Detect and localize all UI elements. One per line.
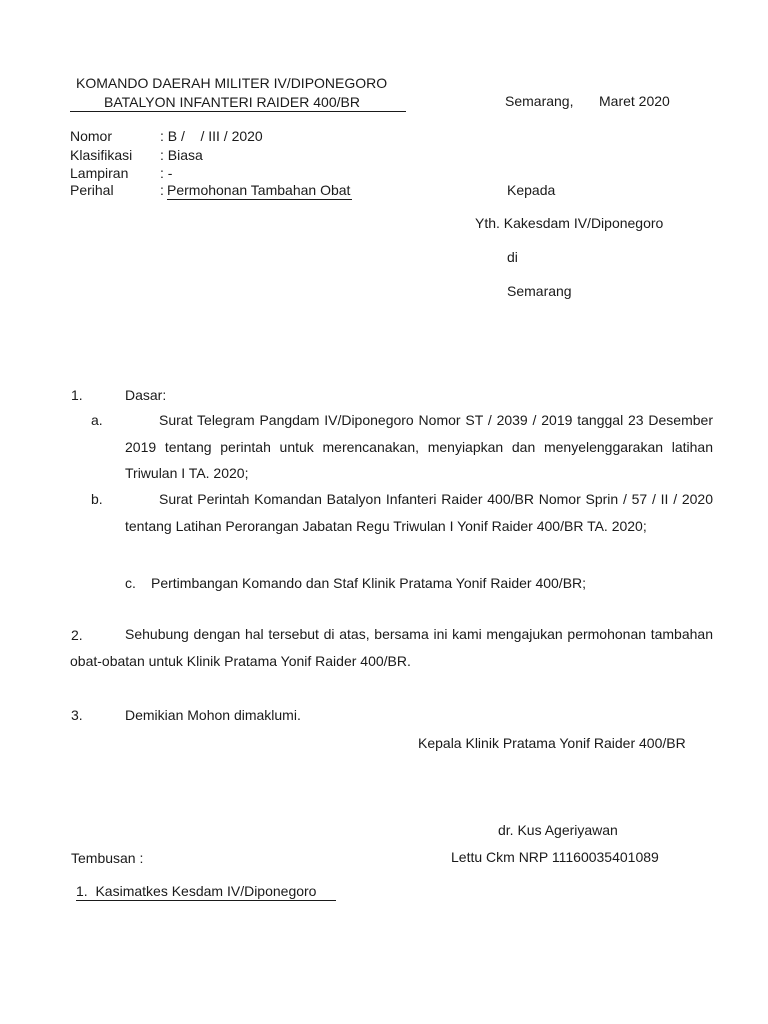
recipient-city: Semarang	[507, 283, 572, 299]
tembusan-item-number: 1.	[76, 883, 88, 899]
paragraph-3-number: 3.	[71, 707, 83, 723]
letter-place: Semarang,	[505, 93, 574, 109]
lampiran-value: : -	[160, 165, 173, 181]
paragraph-1b-label: b.	[91, 491, 103, 507]
nomor-value: : B / / III / 2020	[160, 128, 263, 144]
tembusan-item	[76, 882, 336, 901]
signature-name: dr. Kus Ageriyawan	[498, 822, 618, 838]
tembusan-item-text: Kasimatkes Kesdam IV/Diponegoro	[95, 883, 317, 899]
klasifikasi-label: Klasifikasi	[70, 147, 133, 163]
paragraph-1c-label: c.	[125, 575, 136, 591]
paragraph-1a	[91, 407, 713, 487]
tembusan-label: Tembusan :	[71, 850, 144, 866]
paragraph-1c-text: Pertimbangan Komando dan Staf Klinik Pratama Yonif Raider 400/BR;	[151, 575, 587, 591]
perihal-colon: :	[160, 182, 164, 198]
lampiran-label: Lampiran	[70, 165, 129, 181]
paragraph-1a-text: Surat Telegram Pangdam IV/Diponegoro Nomor ST / 2039 / 2019 tanggal 23 Desember 2019 tentang perintah untuk merencanakan, menyiapkan dan menyelenggarakan latihan Triwulan I TA. 2020;	[125, 412, 713, 481]
perihal-label: Perihal	[70, 182, 114, 198]
perihal-value: Permohonan Tambahan Obat	[167, 182, 351, 198]
recipient-kepada: Kepada	[507, 182, 556, 198]
paragraph-1b-text: Surat Perintah Komandan Batalyon Infanteri Raider 400/BR Nomor Sprin / 57 / II / 2020 tentang Latihan Perorangan Jabatan Regu Triwulan I Yonif Raider 400/BR TA. 2020;	[125, 491, 713, 534]
recipient-name: Yth. Kakesdam IV/Diponegoro	[475, 215, 664, 231]
letter-date: Maret 2020	[599, 93, 670, 109]
paragraph-1-number: 1.	[71, 387, 83, 403]
paragraph-1a-label: a.	[91, 412, 103, 428]
signature-rank: Lettu Ckm NRP 11160035401089	[451, 849, 659, 865]
recipient-di: di	[507, 249, 518, 265]
unit-name: BATALYON INFANTERI RAIDER 400/BR	[70, 93, 406, 112]
paragraph-2-text: Sehubung dengan hal tersebut di atas, bersama ini kami mengajukan permohonan tambahan obat-obatan untuk Klinik Pratama Yonif Raider 400/BR.	[70, 626, 713, 669]
klasifikasi-value: : Biasa	[160, 147, 203, 163]
paragraph-1b	[91, 486, 713, 539]
org-name: KOMANDO DAERAH MILITER IV/DIPONEGORO	[76, 75, 388, 91]
nomor-label: Nomor	[70, 128, 113, 144]
paragraph-1-title: Dasar:	[125, 387, 167, 403]
signature-title: Kepala Klinik Pratama Yonif Raider 400/BR	[418, 735, 686, 751]
paragraph-3-text: Demikian Mohon dimaklumi.	[125, 707, 301, 723]
paragraph-2-number: 2.	[71, 627, 83, 643]
